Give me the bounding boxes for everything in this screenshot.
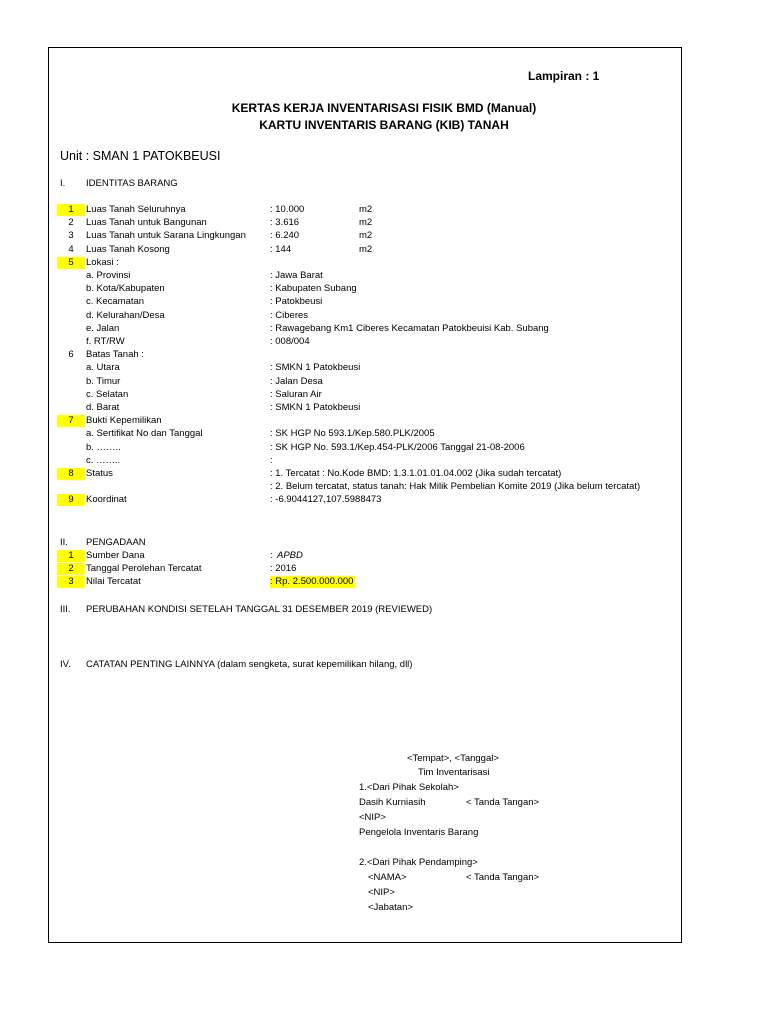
identity-num-8: 8: [57, 468, 85, 480]
section1-title: IDENTITAS BARANG: [86, 178, 178, 189]
identity-value: : 144: [270, 243, 292, 255]
identity-label: b. Timur: [86, 375, 121, 387]
party2-name: <NAMA>: [368, 872, 407, 883]
section2-title: PENGADAAN: [86, 537, 146, 548]
identity-value: : Saluran Air: [270, 388, 322, 400]
procurement-num-3: 3: [57, 576, 85, 588]
identity-value: : 10.000: [270, 204, 305, 215]
party1-signature: < Tanda Tangan>: [466, 797, 540, 808]
document-title-line1: KERTAS KERJA INVENTARISASI FISIK BMD (Manual): [231, 101, 537, 115]
identity-num-9: 9: [57, 494, 85, 506]
section3-roman: III.: [60, 604, 71, 615]
identity-value: : Patokbeusi: [270, 296, 323, 308]
identity-num-6: 6: [68, 349, 74, 361]
procurement-value-3: : Rp. 2.500.000.000: [270, 576, 354, 587]
identity-value: : -6.9044127,107.5988473: [270, 494, 382, 506]
identity-value: : 008/004: [270, 336, 310, 347]
section1-roman: I.: [60, 178, 66, 189]
identity-num-1: 1: [57, 204, 85, 216]
procurement-num-1: 1: [57, 550, 85, 562]
party1-role: Pengelola Inventaris Barang: [359, 827, 479, 838]
identity-label: Batas Tanah :: [86, 349, 144, 361]
identity-value: : SK HGP No. 593.1/Kep.454-PLK/2006 Tanggal 21-08-2006: [270, 441, 525, 453]
identity-label: Bukti Kepemilikan: [86, 415, 162, 427]
identity-num-2: 2: [68, 217, 74, 229]
identity-label: a. Sertifikat No dan Tanggal: [86, 428, 203, 440]
identity-label: c. Kecamatan: [86, 296, 145, 308]
identity-value: : Ciberes: [270, 309, 309, 321]
party2-signature: < Tanda Tangan>: [466, 872, 540, 883]
identity-value: : 1. Tercatat : No.Kode BMD: 1.3.1.01.01.04.002 (Jika sudah tercatat): [270, 468, 562, 479]
identity-value: : Jalan Desa: [270, 375, 323, 387]
identity-value: : Kabupaten Subang: [270, 283, 357, 295]
identity-label: b. Kota/Kabupaten: [86, 283, 165, 295]
identity-label: Lokasi :: [86, 256, 119, 268]
identity-num-5: 5: [57, 257, 85, 269]
identity-label: Luas Tanah untuk Sarana Lingkungan: [86, 230, 246, 242]
party1-label: 1.<Dari Pihak Sekolah>: [359, 782, 459, 793]
identity-num-4: 4: [68, 243, 74, 255]
identity-label: Luas Tanah Seluruhnya: [86, 204, 186, 215]
identity-value: : 6.240: [270, 230, 300, 242]
identity-label: a. Provinsi: [86, 270, 131, 281]
identity-label: e. Jalan: [86, 322, 120, 334]
section2-roman: II.: [60, 537, 68, 548]
identity-unit: m2: [359, 217, 373, 229]
party1-name: Dasih Kurniasih: [359, 797, 426, 808]
procurement-label-2: Tanggal Perolehan Tercatat: [86, 563, 202, 574]
identity-num-3: 3: [68, 230, 74, 242]
identity-label: Luas Tanah untuk Bangunan: [86, 217, 207, 229]
procurement-value-1: APBD: [277, 550, 303, 561]
identity-unit: m2: [359, 204, 373, 215]
party1-nip: <NIP>: [359, 812, 386, 823]
unit-label: Unit : SMAN 1 PATOKBEUSI: [60, 149, 221, 163]
identity-label: c. Selatan: [86, 388, 129, 400]
identity-label: Koordinat: [86, 494, 127, 506]
party2-nip: <NIP>: [368, 887, 395, 898]
identity-label: Luas Tanah Kosong: [86, 243, 170, 255]
place-date: <Tempat>, <Tanggal>: [407, 753, 499, 764]
identity-label: b. ……..: [86, 441, 121, 453]
procurement-num-2: 2: [57, 563, 85, 575]
identity-value: : 2. Belum tercatat, status tanah: Hak Milik Pembelian Komite 2019 (Jika belum tercatat): [270, 481, 641, 493]
team-label: Tim Inventarisasi: [418, 767, 490, 778]
lampiran-label: Lampiran : 1: [528, 69, 600, 83]
procurement-label-1: Sumber Dana: [86, 550, 145, 561]
section3-title: PERUBAHAN KONDISI SETELAH TANGGAL 31 DESEMBER 2019 (REVIEWED): [86, 604, 433, 615]
identity-label: a. Utara: [86, 362, 120, 374]
identity-label: f. RT/RW: [86, 336, 125, 347]
document-title-line2: KARTU INVENTARIS BARANG (KIB) TANAH: [259, 118, 509, 132]
identity-value: : SK HGP No 593.1/Kep.580.PLK/2005: [270, 428, 435, 440]
procurement-colon-1: :: [270, 550, 273, 561]
identity-label: d. Barat: [86, 402, 120, 413]
identity-value: : SMKN 1 Patokbeusi: [270, 362, 361, 374]
identity-unit: m2: [359, 243, 373, 255]
party2-role: <Jabatan>: [368, 902, 413, 913]
section4-title: CATATAN PENTING LAINNYA (dalam sengketa, surat kepemilikan hilang, dll): [86, 659, 413, 670]
identity-label: d. Kelurahan/Desa: [86, 309, 165, 321]
identity-num-7: 7: [57, 415, 85, 427]
identity-value: : 3.616: [270, 217, 300, 229]
identity-unit: m2: [359, 230, 373, 242]
identity-label: Status: [86, 468, 113, 479]
party2-label: 2.<Dari Pihak Pendamping>: [359, 857, 478, 868]
identity-value: :: [270, 454, 273, 466]
identity-label: c. ……..: [86, 454, 121, 466]
identity-value: : SMKN 1 Patokbeusi: [270, 402, 361, 413]
procurement-label-3: Nilai Tercatat: [86, 576, 141, 587]
identity-value: : Jawa Barat: [270, 270, 323, 281]
procurement-value-2: : 2016: [270, 563, 297, 574]
section4-roman: IV.: [60, 659, 71, 670]
identity-value: : Rawagebang Km1 Ciberes Kecamatan Patokbeuisi Kab. Subang: [270, 322, 549, 334]
